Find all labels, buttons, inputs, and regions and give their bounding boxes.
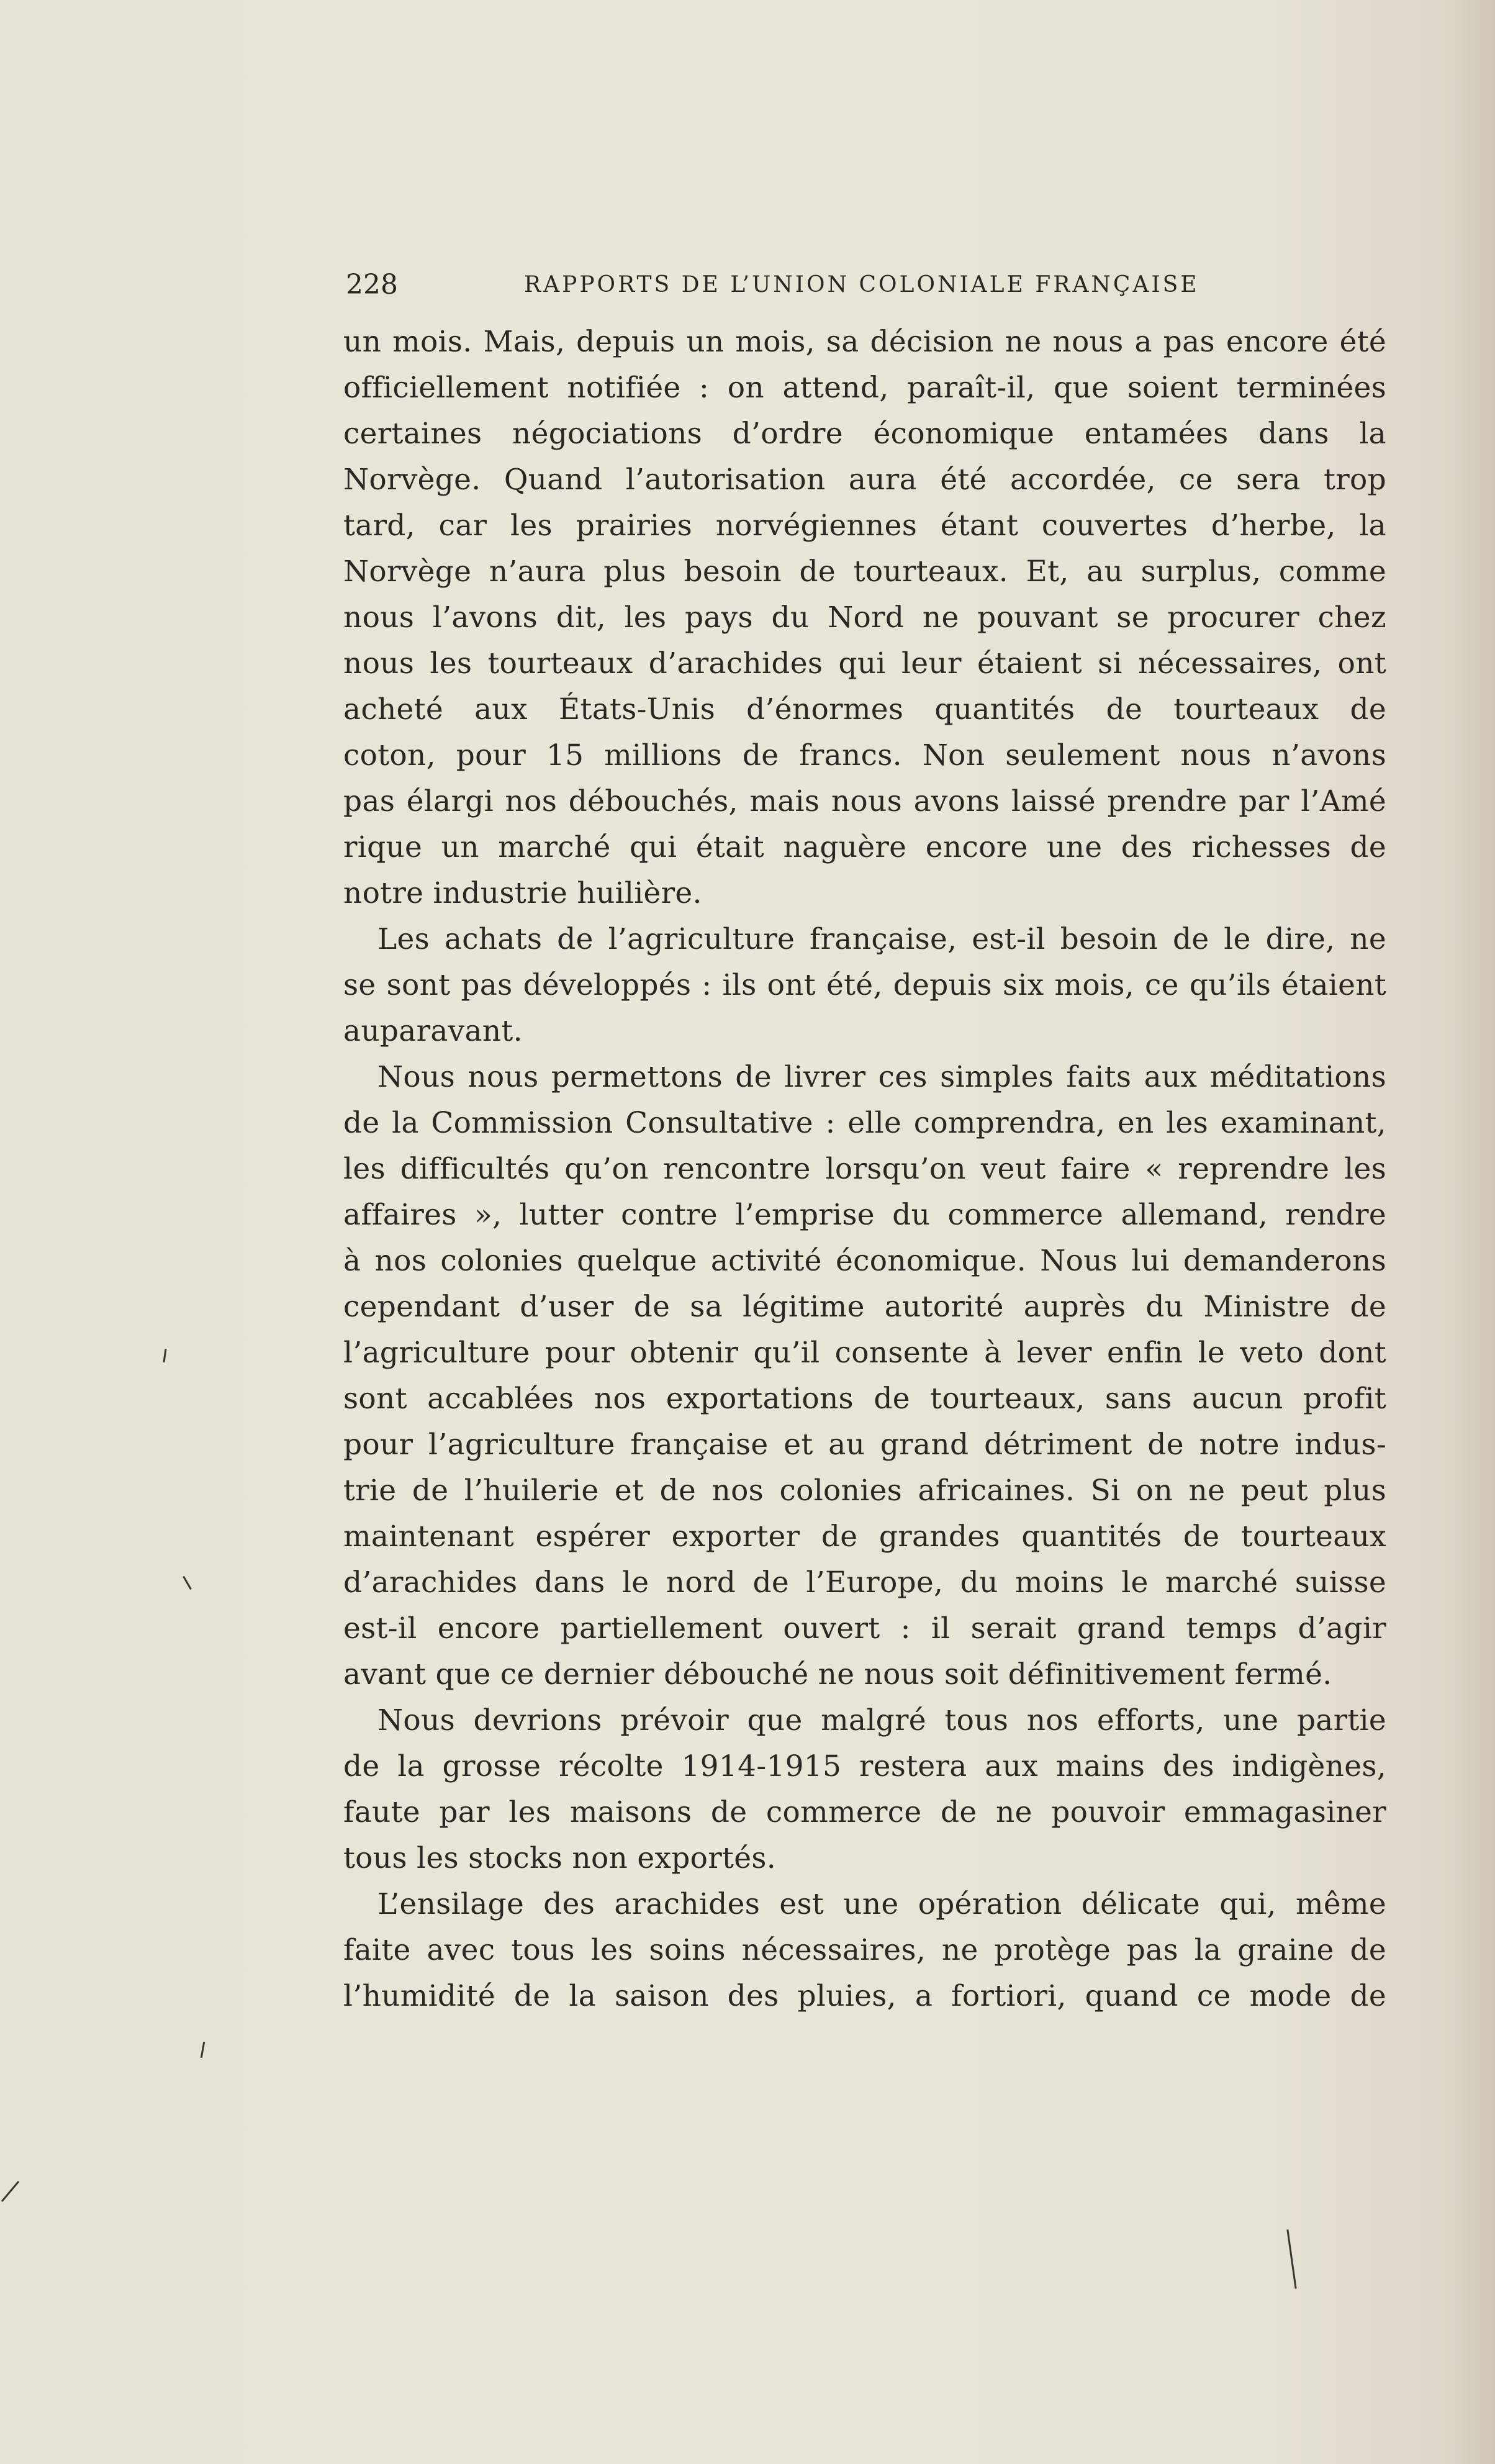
running-head: RAPPORTS DE L’UNION COLONIALE FRANÇAISE [524,272,1199,297]
paragraph-3 [343,1054,1386,1698]
text-line: les difficultés qu’on rencontre lorsqu’on veut faire « reprendre les [343,1152,1386,1186]
pencil-mark [183,1576,192,1590]
text-line: l’humidité de la saison des pluies, a fortiori, quand ce mode de [343,1979,1386,2013]
text-line: Nous nous permettons de livrer ces simples faits aux méditations [377,1060,1386,1094]
paragraph-1 [343,319,1386,917]
text-line: pas élargi nos débouchés, mais nous avons laissé prendre par l’Amé [343,784,1386,818]
text-line: l’agriculture pour obtenir qu’il consente à lever enfin le veto dont [343,1336,1386,1370]
pencil-mark [1286,2229,1296,2288]
paragraph-2 [343,917,1386,1054]
text-line: faite avec tous les soins nécessaires, ne protège pas la graine de [343,1933,1386,1967]
text-line: sont accablées nos exportations de tourteaux, sans aucun profit [343,1382,1386,1416]
body-text [343,319,1386,2019]
text-line: auparavant. [343,1014,523,1048]
text-line: maintenant espérer exporter de grandes quantités de tourteaux [343,1520,1386,1554]
text-line: acheté aux États-Unis d’énormes quantités de tourteaux de [343,692,1386,727]
paragraph-5 [343,1882,1386,2019]
text-line: Nous devrions prévoir que malgré tous nos efforts, une partie [377,1703,1386,1737]
text-line: cependant d’user de sa légitime autorité auprès du Ministre de [343,1290,1386,1324]
text-line: nous l’avons dit, les pays du Nord ne pouvant se procurer chez [343,600,1386,635]
text-line: de la grosse récolte 1914-1915 restera aux mains des indigènes, [343,1749,1386,1783]
text-line: notre industrie huilière. [343,876,702,910]
text-line: tard, car les prairies norvégiennes étant couvertes d’herbe, la [343,509,1386,543]
text-line: pour l’agriculture française et au grand détriment de notre indus- [343,1428,1386,1462]
page-number: 228 [346,269,398,301]
text-line: se sont pas développés : ils ont été, depuis six mois, ce qu’ils étaient [343,968,1386,1002]
text-line: rique un marché qui était naguère encore une des richesses de [343,830,1386,864]
text-line: faute par les maisons de commerce de ne pouvoir emmagasiner [343,1795,1386,1829]
paragraph-4 [343,1698,1386,1882]
text-line: avant que ce dernier débouché ne nous soit définitivement fermé. [343,1657,1332,1692]
text-line: Norvège n’aura plus besoin de tourteaux. Et, au surplus, comme [343,555,1386,589]
pencil-mark [1,2181,19,2202]
text-line: officiellement notifiée : on attend, paraît-il, que soient terminées [343,371,1386,405]
text-line: de la Commission Consultative : elle comprendra, en les examinant, [343,1106,1386,1140]
text-line: à nos colonies quelque activité économique. Nous lui demanderons [343,1244,1386,1278]
text-line: coton, pour 15 millions de francs. Non seulement nous n’avons [343,738,1386,772]
text-line: nous les tourteaux d’arachides qui leur étaient si nécessaires, ont [343,646,1386,681]
text-line: trie de l’huilerie et de nos colonies africaines. Si on ne peut plus [343,1474,1386,1508]
text-line: Les achats de l’agriculture française, est-il besoin de le dire, ne [377,922,1386,956]
text-line: tous les stocks non exportés. [343,1841,776,1875]
page-header [346,263,1220,307]
text-line: L’ensilage des arachides est une opération délicate qui, même [377,1887,1386,1921]
pencil-mark [163,1349,166,1362]
text-line: un mois. Mais, depuis un mois, sa décision ne nous a pas encore été [343,325,1386,359]
pencil-mark [201,2042,205,2058]
text-line: certaines négociations d’ordre économique entamées dans la [343,417,1386,451]
text-line: d’arachides dans le nord de l’Europe, du moins le marché suisse [343,1565,1386,1600]
text-line: affaires », lutter contre l’emprise du commerce allemand, rendre [343,1198,1386,1232]
text-line: Norvège. Quand l’autorisation aura été accordée, ce sera trop [343,463,1386,497]
text-line: est-il encore partiellement ouvert : il serait grand temps d’agir [343,1611,1386,1646]
